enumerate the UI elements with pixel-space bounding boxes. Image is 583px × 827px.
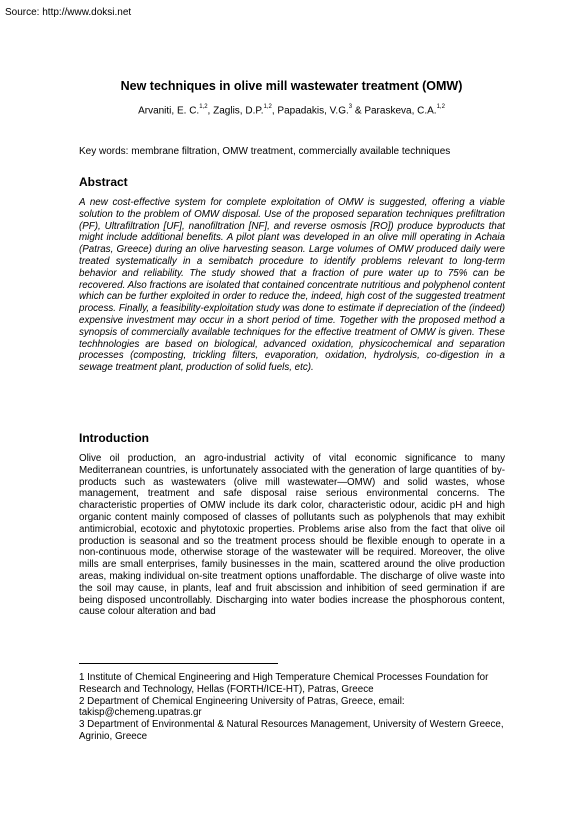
footnote-divider xyxy=(79,663,278,664)
author-affiliation: 3 xyxy=(348,104,353,110)
author-affiliation: 1,2 xyxy=(199,104,208,110)
author-separator: , xyxy=(207,105,214,117)
author-name: Paraskeva, C.A. xyxy=(364,105,437,117)
abstract-heading: Abstract xyxy=(79,175,128,189)
introduction-body: Olive oil production, an agro-industrial activity of vital economic significance to many Mediterranean countries, is unfortunately associated with the generation of large quantities of by-products such as wastewaters (olive mill wastewater—OMW) and solid wastes, whose management, treatment and safe disposal raise serious environmental concerns. The characteristic properties of OMW include its dark color, characteristic odour, acidic pH and high organic content mainly composed of classes of pollutants such as polyphenols that may exhibit antimicrobial, ecotoxic and phytotoxic properties. Problems arise also from the fact that olive oil production is seasonal and so the treatment process should be flexible enough to operate in a non-continuous mode, otherwise storage of the wastewater will be required. Moreover, the olive mills are small enterprises, family businesses in the main, scattered around the olive production areas, making individual on-site treatment options unaffordable. The discharge of olive waste into the soil may cause, in plants, leaf and fruit abscission and inhibition of seed germination if are being disposed uncontrollably. Discharging into water bodies increase the phosphorous content, cause colour alteration and bad xyxy=(79,453,505,618)
author-list xyxy=(0,105,583,116)
paper-title: New techniques in olive mill wastewater treatment (OMW) xyxy=(120,79,463,93)
author-affiliation: 1,2 xyxy=(436,104,445,110)
abstract-body: A new cost-effective system for complete exploitation of OMW is suggested, offering a viable solution to the problem of OMW disposal. Use of the proposed separation techniques prefiltration (PF), Ultrafiltration [UF], nanofiltration [NF], and reverse osmosis [RO]) produce byproducts that might include additional benefits. A pilot plant was developed in an olive mill operating in Achaia (Patras, Greece) during an olive harvesting season. Large volumes of OMW produced daily were treated systematically in a semibatch procedure to identify problems relevant to long-term behavior and reliability. The study showed that a fraction of pure water up to 75% can be recovered. Also fractions are isolated that contained concentrate nutritious and polyphenol content which can be further exploited in order to reduce the, indeed, high cost of the suggested treatment process. Finally, a feasibility-exploitation study was done to estimate if depreciation of the (indeed) expensive investment may occur in a short period of time. Together with the proposed method a synopsis of commercially available techniques for the effective treatment of OMW is given. These techhnologies are based on biological, advanced oxidation, physicochemical and separation processes (composting, trickling filters, evaporation, oxidation, hydrolysis, co-digestion in a sewage treatment plant, production of solid fuels, etc). xyxy=(79,197,505,374)
author-separator: , xyxy=(271,105,278,117)
source-line: Source: http://www.doksi.net xyxy=(5,7,132,18)
footnote: 1 Institute of Chemical Engineering and High Temperature Chemical Processes Foundation for Research and Technology, Hellas (FORTH/ICE-HT), Patras, Greece xyxy=(79,672,489,695)
author-separator: & xyxy=(352,105,365,117)
footnote: 3 Department of Environmental & Natural Resources Management, University of Western Greece, Agrinio, Greece xyxy=(79,719,504,742)
author-name: Papadakis, V.G. xyxy=(277,105,349,117)
author-name: Zaglis, D.P. xyxy=(213,105,264,117)
footnotes xyxy=(79,672,509,743)
footnote: 2 Department of Chemical Engineering University of Patras, Greece, email: takisp@chemeng.upatras.gr xyxy=(79,695,405,719)
keywords: Key words: membrane filtration, OMW treatment, commercially available techniques xyxy=(79,146,451,157)
author-affiliation: 1,2 xyxy=(263,104,272,110)
author-name: Arvaniti, E. C. xyxy=(138,105,200,117)
introduction-heading: Introduction xyxy=(79,431,149,445)
